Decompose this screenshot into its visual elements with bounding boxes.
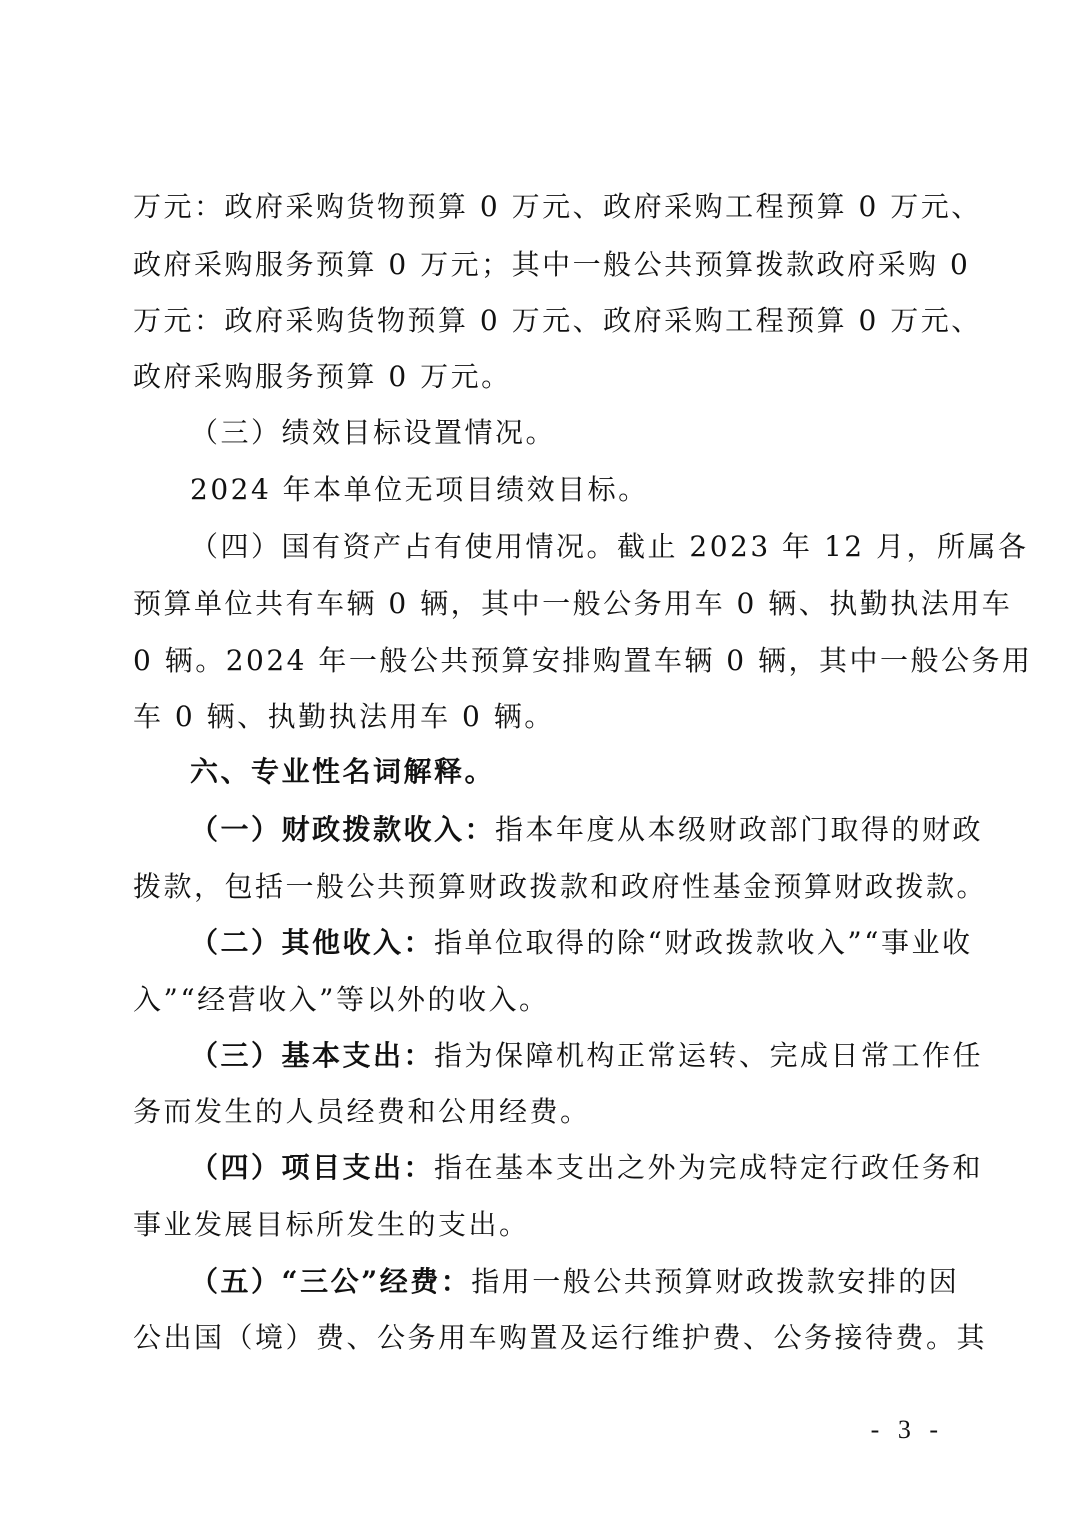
text-segment: 入”“经营收入”等以外的收入。 xyxy=(133,983,550,1016)
paragraph-line xyxy=(133,697,941,737)
text-segment: （四）国有资产占有使用情况。截止 2023 年 12 月，所属各 xyxy=(190,530,1029,563)
term-definition: 指在基本支出之外为完成特定行政任务和 xyxy=(434,1151,984,1184)
text-segment: 0 辆。2024 年一般公共预算安排购置车辆 0 辆，其中一般公务用 xyxy=(133,644,1033,677)
paragraph-line xyxy=(133,301,982,341)
heading-text: （三）绩效目标设置情况。 xyxy=(190,416,557,449)
paragraph-line xyxy=(133,584,1013,624)
text-segment: 2024 年本单位无项目绩效目标。 xyxy=(190,473,649,506)
term-label: （四）项目支出： xyxy=(190,1151,435,1184)
paragraph-line xyxy=(133,1092,941,1132)
text-segment: 务而发生的人员经费和公用经费。 xyxy=(133,1095,591,1128)
paragraph-line xyxy=(133,1205,941,1245)
term-label: （一）财政拨款收入： xyxy=(190,813,496,846)
term-label: （三）基本支出： xyxy=(190,1039,435,1072)
definition-line xyxy=(190,1262,960,1302)
paragraph-line xyxy=(133,980,941,1020)
text-segment: 政府采购服务预算 0 万元。 xyxy=(133,360,512,393)
text-segment: 万元：政府采购货物预算 0 万元、政府采购工程预算 0 万元、 xyxy=(133,190,982,223)
term-label: （五）“三公”经费： xyxy=(190,1265,472,1298)
term-definition: 指单位取得的除“财政拨款收入”“事业收 xyxy=(434,926,973,959)
definition-line xyxy=(190,1148,984,1188)
definition-line xyxy=(190,810,984,850)
paragraph-line xyxy=(133,187,982,227)
paragraph-line xyxy=(190,527,1029,567)
text-segment: 预算单位共有车辆 0 辆，其中一般公务用车 0 辆、执勤执法用车 xyxy=(133,587,1013,620)
text-segment: 拨款，包括一般公共预算财政拨款和政府性基金预算财政拨款。 xyxy=(133,870,988,903)
definition-line xyxy=(190,1036,984,1076)
term-definition: 指为保障机构正常运转、完成日常工作任 xyxy=(434,1039,984,1072)
section-heading xyxy=(190,413,941,453)
paragraph-line xyxy=(133,867,988,907)
term-definition: 指用一般公共预算财政拨款安排的因 xyxy=(471,1265,960,1298)
definition-line xyxy=(190,923,973,963)
paragraph-line xyxy=(190,470,941,510)
text-segment: 万元：政府采购货物预算 0 万元、政府采购工程预算 0 万元、 xyxy=(133,304,982,337)
paragraph-line xyxy=(133,245,971,285)
text-segment: 车 0 辆、执勤执法用车 0 辆。 xyxy=(133,700,555,733)
chapter-heading xyxy=(190,752,941,792)
text-segment: 政府采购服务预算 0 万元；其中一般公共预算拨款政府采购 0 xyxy=(133,248,971,281)
paragraph-line xyxy=(133,1318,988,1358)
text-segment: 公出国（境）费、公务用车购置及运行维护费、公务接待费。其 xyxy=(133,1321,988,1354)
text-segment: 事业发展目标所发生的支出。 xyxy=(133,1208,530,1241)
paragraph-line xyxy=(133,641,1033,681)
page-number: - 3 - xyxy=(870,1415,944,1444)
paragraph-line xyxy=(133,357,941,397)
term-definition: 指本年度从本级财政部门取得的财政 xyxy=(495,813,984,846)
term-label: （二）其他收入： xyxy=(190,926,435,959)
heading-text: 六、专业性名词解释。 xyxy=(190,755,496,788)
